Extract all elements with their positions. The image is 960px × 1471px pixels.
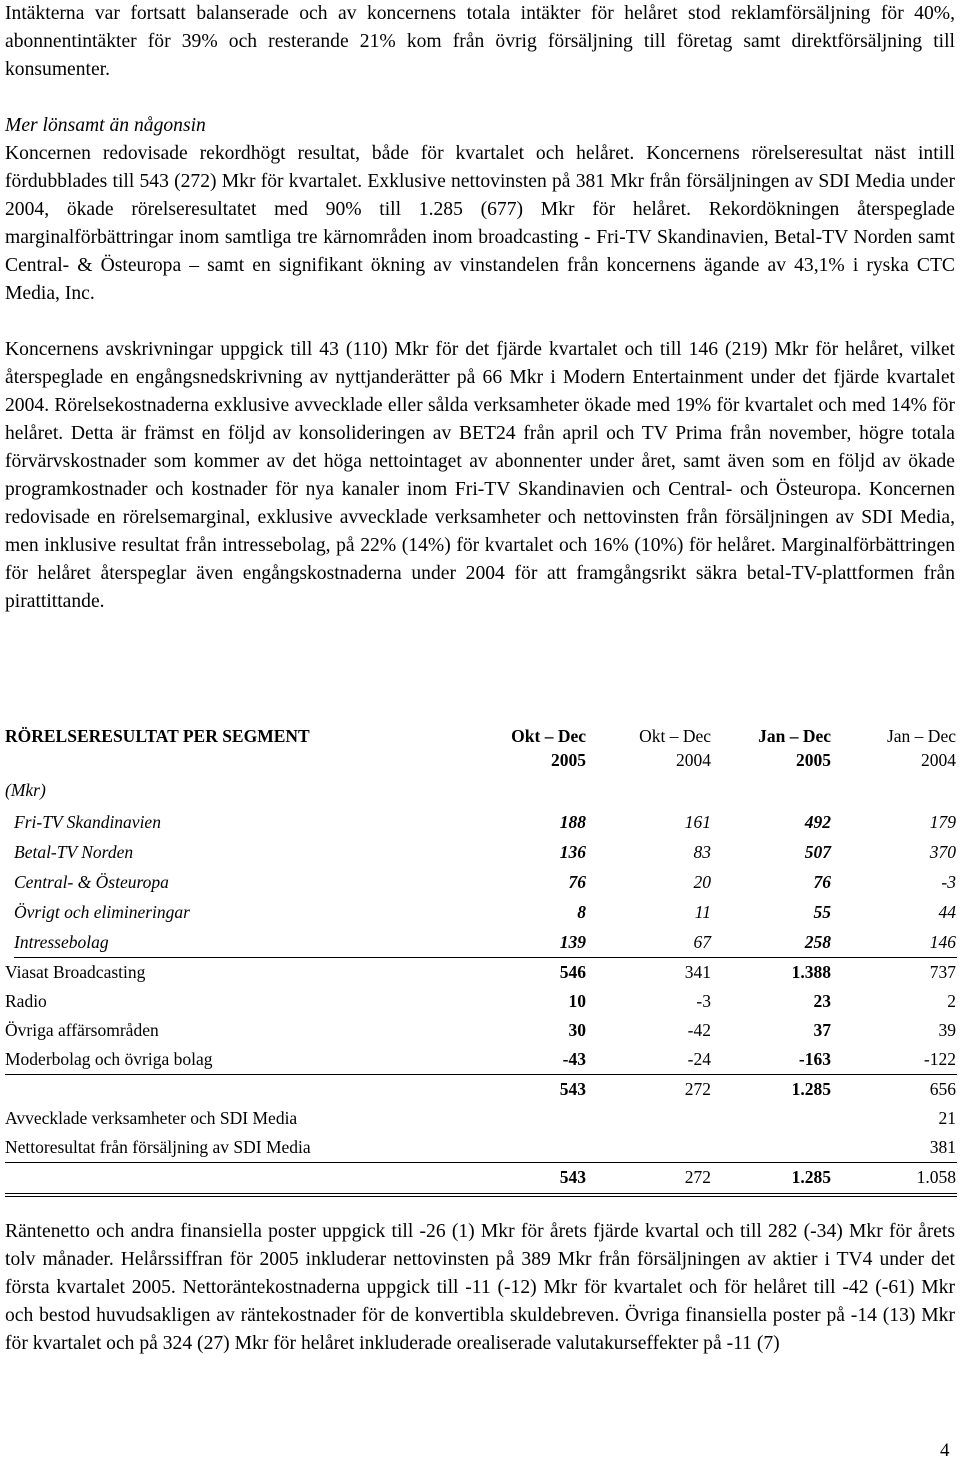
col-header-3-line1: Jan – Dec — [758, 726, 831, 746]
table-row — [5, 1020, 957, 1044]
cell-value: 546 — [559, 962, 586, 982]
cell-value: 136 — [559, 842, 586, 862]
cell-value: 44 — [938, 902, 956, 922]
divider — [5, 1193, 957, 1194]
table-row — [5, 872, 957, 896]
cell-value: 272 — [684, 1167, 711, 1187]
table-row — [5, 991, 957, 1015]
cell-value: 139 — [559, 932, 586, 952]
intro-paragraph-1: Intäkterna var fortsatt balanserade och av koncernens totala intäkter för helåret stod reklamförsäljning för 40%, abonnentintäkter för 39% och resterande 21% kom från övrig försäljning till företag samt direktförsäljning till konsumenter. — [5, 3, 955, 80]
cell-value: -24 — [687, 1049, 711, 1069]
cell-value: 492 — [804, 812, 831, 832]
cell-value: 179 — [929, 812, 956, 832]
subtotal-row — [5, 1079, 957, 1103]
cell-value: 370 — [929, 842, 956, 862]
table-row — [5, 962, 957, 986]
cell-value: 381 — [929, 1137, 956, 1157]
cell-value: 11 — [694, 902, 711, 922]
col-header-3-line2: 2005 — [796, 750, 831, 770]
cell-value: 30 — [568, 1020, 586, 1040]
cell-value: 67 — [693, 932, 711, 952]
col-header-4-line2: 2004 — [921, 750, 956, 770]
cell-value: 507 — [804, 842, 831, 862]
table-row — [5, 1049, 957, 1073]
cell-value: 2 — [947, 991, 956, 1011]
cell-value: 39 — [938, 1020, 956, 1040]
intro-paragraph-3: Koncernens avskrivningar uppgick till 43 (110) Mkr för det fjärde kvartalet och till 146 (219) Mkr för helåret, vilket återspeglade en engångsnedskrivning av nyttjanderätter på 66 Mkr i Modern Entertainment under det fjärde kvartalet 2004. Rörelsekostnaderna exklusive avvecklade eller sålda verksamheter ökade med 19% för kvartalet och med 14% för helåret. Detta är främst en följd av konsolideringen av BET24 från april och TV Prima från november, högre totala förvärvskostnader som kommer av det höga nettointaget av abonnenter under året, samt även som en följd av ökade programkostnader och kostnader för nya kanaler inom Fri-TV Skandinavien och Central- och Östeuropa. Koncernen redovisade en rörelsemarginal, exklusive avvecklade verksamheter och nettovinsten från försäljningen av SDI Media, men inklusive resultat från intressebolag, på 22% (14%) för kvartalet och 16% (10%) för helåret. Marginalförbättringen för helåret återspeglar även engångskostnaderna under 2004 för att framgångsrikt säkra betal-TV-plattformen från pirattittande. — [5, 339, 955, 612]
cell-value: 737 — [929, 962, 956, 982]
divider — [14, 957, 957, 958]
row-label: Nettoresultat från försäljning av SDI Media — [5, 1137, 311, 1157]
col-header-1-line1: Okt – Dec — [511, 726, 586, 746]
intro-paragraph-2: Koncernen redovisade rekordhögt resultat, både för kvartalet och helåret. Koncernens rörelseresultat näst intill fördubblades till 543 (272) Mkr för kvartalet. Exklusive nettovinsten på 381 Mkr från försäljningen av SDI Media under 2004, ökade rörelseresultatet med 90% till 1.285 (677) Mkr för helåret. Rekordökningen återspeglade marginalförbättringar inom samtliga tre kärnområden inom broadcasting - Fri-TV Skandinavien, Betal-TV Norden samt Central- & Östeuropa – samt en signifikant ökning av vinstandelen från koncernens ägande av 43,1% i ryska CTC Media, Inc. — [5, 143, 955, 304]
cell-value: 1.285 — [791, 1079, 831, 1099]
row-label: Viasat Broadcasting — [5, 962, 146, 982]
cell-value: 10 — [568, 991, 586, 1011]
cell-value: 272 — [684, 1079, 711, 1099]
row-label: Moderbolag och övriga bolag — [5, 1049, 213, 1069]
cell-value: 161 — [684, 812, 711, 832]
row-label: Betal-TV Norden — [14, 842, 134, 862]
cell-value: 543 — [559, 1079, 586, 1099]
outro-paragraph: Räntenetto och andra finansiella poster uppgick till -26 (1) Mkr för årets fjärde kvartal och till 282 (-34) Mkr för årets tolv månader. Helårssiffran för 2005 inkluderar nettovinsten på 389 Mkr från försäljningen av aktier i TV4 under det första kvartalet 2005. Nettoräntekostnaderna uppgick till -11 (-12) Mkr för kvartalet och för helåret till -42 (-61) Mkr och bestod huvudsakligen av räntekostnader för de konvertibla skuldebreven. Övriga finansiella poster på -14 (13) Mkr för kvartalet och på 324 (27) Mkr för helåret inkluderade orealiserade valutakurseffekter på -11 (7) — [5, 1221, 955, 1354]
unit-label: (Mkr) — [5, 780, 46, 800]
table-row — [5, 842, 957, 866]
divider — [5, 1162, 957, 1163]
closing-section — [5, 1218, 955, 1358]
cell-value: 76 — [568, 872, 586, 892]
cell-value: 188 — [559, 812, 586, 832]
cell-value: 37 — [813, 1020, 831, 1040]
row-label: Central- & Östeuropa — [14, 872, 169, 892]
section-heading: Mer lönsamt än någonsin — [5, 115, 206, 136]
col-header-1-line2: 2005 — [551, 750, 586, 770]
col-header-2-line2: 2004 — [676, 750, 711, 770]
col-header-2-line1: Okt – Dec — [639, 726, 711, 746]
cell-value: 21 — [938, 1108, 956, 1128]
row-label: Övrigt och elimineringar — [14, 902, 190, 922]
cell-value: 258 — [804, 932, 831, 952]
table-row — [5, 1108, 957, 1132]
divider — [5, 1196, 957, 1197]
cell-value: 76 — [813, 872, 831, 892]
table-row — [5, 1137, 957, 1161]
row-label: Fri-TV Skandinavien — [14, 812, 161, 832]
page-number: 4 — [940, 1440, 950, 1461]
col-header-4-line1: Jan – Dec — [886, 726, 956, 746]
cell-value: 341 — [684, 962, 711, 982]
cell-value: 20 — [693, 872, 711, 892]
cell-value: 543 — [559, 1167, 586, 1187]
total-row — [5, 1167, 957, 1191]
row-label: Intressebolag — [14, 932, 109, 952]
cell-value: -122 — [923, 1049, 956, 1069]
cell-value: 146 — [929, 932, 956, 952]
cell-value: -42 — [687, 1020, 711, 1040]
cell-value: 1.388 — [791, 962, 831, 982]
divider — [5, 1074, 957, 1075]
row-label: Radio — [5, 991, 47, 1011]
cell-value: -163 — [798, 1049, 831, 1069]
cell-value: 1.058 — [916, 1167, 956, 1187]
row-label: Övriga affärsområden — [5, 1020, 159, 1040]
cell-value: -3 — [941, 872, 956, 892]
cell-value: -3 — [696, 991, 711, 1011]
cell-value: 656 — [929, 1079, 956, 1099]
table-row — [5, 812, 957, 836]
table-row — [5, 932, 957, 956]
cell-value: 8 — [577, 902, 586, 922]
document-page — [5, 0, 955, 616]
row-label: Avvecklade verksamheter och SDI Media — [5, 1108, 298, 1128]
cell-value: 1.285 — [791, 1167, 831, 1187]
cell-value: 55 — [813, 902, 831, 922]
table-title: RÖRELSERESULTAT PER SEGMENT — [5, 726, 310, 746]
cell-value: -43 — [562, 1049, 586, 1069]
cell-value: 23 — [813, 991, 831, 1011]
cell-value: 83 — [693, 842, 711, 862]
table-row — [5, 902, 957, 926]
